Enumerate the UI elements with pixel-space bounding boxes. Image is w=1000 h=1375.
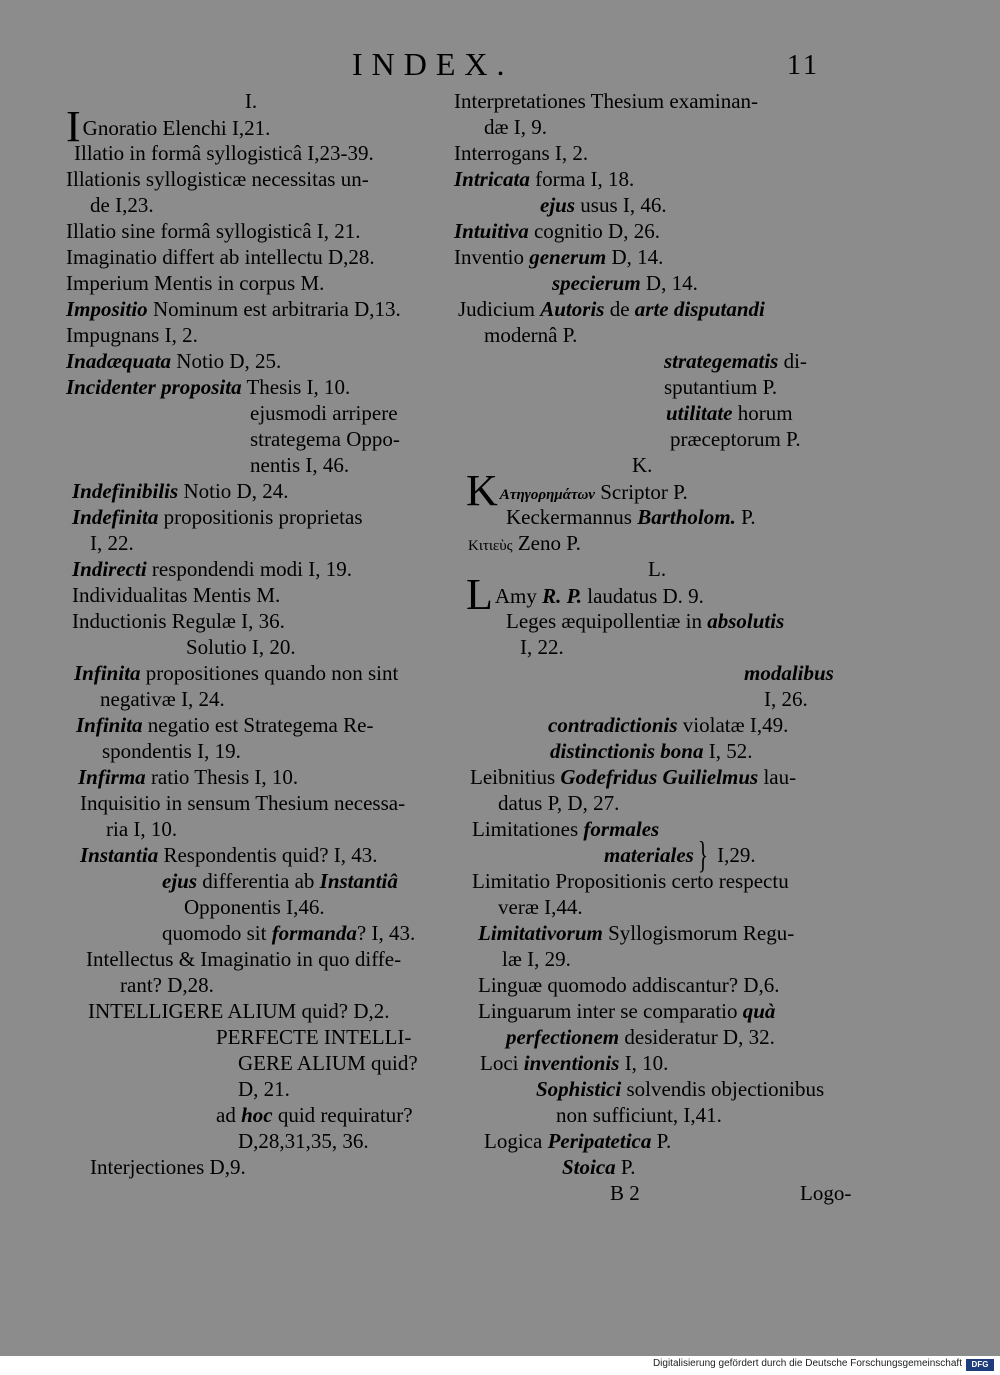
index-entry: Intellectus & Imaginatio in quo diffe- bbox=[86, 947, 402, 971]
index-entry: strategematis di- bbox=[664, 349, 807, 373]
index-entry: utilitate horum bbox=[666, 401, 793, 425]
index-entry: Judicium Autoris de arte disputandi bbox=[458, 297, 765, 321]
index-entry: læ I, 29. bbox=[502, 947, 571, 971]
index-entry: Inventio generum D, 14. bbox=[454, 245, 664, 269]
index-entry: Impositio Nominum est arbitraria D,13. bbox=[66, 297, 401, 321]
index-entry: ad hoc quid requiratur? bbox=[216, 1103, 413, 1127]
index-entry: Limitativorum Syllogismorum Regu- bbox=[478, 921, 795, 945]
index-entry: perfectionem desideratur D, 32. bbox=[506, 1025, 775, 1049]
index-entry: modernâ P. bbox=[484, 323, 578, 347]
index-entry: Loci inventionis I, 10. bbox=[480, 1051, 669, 1075]
index-entry: Linguarum inter se comparatio quà bbox=[478, 999, 776, 1023]
index-entry: specierum D, 14. bbox=[552, 271, 698, 295]
index-entry: spondentis I, 19. bbox=[102, 739, 241, 763]
index-entry: Sophistici solvendis objectionibus bbox=[536, 1077, 825, 1101]
index-entry: Imaginatio differt ab intellectu D,28. bbox=[66, 245, 375, 269]
page-header-title: INDEX. bbox=[352, 46, 514, 82]
index-entry: ejusmodi arripere bbox=[250, 401, 398, 425]
index-entry: PERFECTE INTELLI- bbox=[216, 1025, 412, 1049]
index-entry: Solutio I, 20. bbox=[186, 635, 296, 659]
index-entry: materiales } I,29. bbox=[604, 833, 756, 877]
index-entry: LAmy R. P. laudatus D. 9. bbox=[466, 570, 704, 619]
index-entry: datus P, D, 27. bbox=[498, 791, 620, 815]
index-entry: Linguæ quomodo addiscantur? D,6. bbox=[478, 973, 780, 997]
index-entry: GERE ALIUM quid? bbox=[238, 1051, 418, 1075]
index-entry: Instantia Respondentis quid? I, 43. bbox=[80, 843, 378, 867]
signature-mark: B 2 bbox=[610, 1181, 640, 1205]
index-entry: Interpretationes Thesium examinan- bbox=[454, 89, 759, 113]
index-entry: Impugnans I, 2. bbox=[66, 323, 198, 347]
right-column bbox=[454, 88, 854, 1206]
index-entry: Infirma ratio Thesis I, 10. bbox=[78, 765, 299, 789]
index-entry: quomodo sit formanda? I, 43. bbox=[162, 921, 416, 945]
section-letter-k: K. bbox=[632, 453, 653, 477]
index-entry: Stoica P. bbox=[562, 1155, 636, 1179]
index-entry: Infinita propositiones quando non sint bbox=[74, 661, 399, 685]
index-entry: præceptorum P. bbox=[670, 427, 801, 451]
index-entry: negativæ I, 24. bbox=[100, 687, 225, 711]
catchword: Logo- bbox=[800, 1181, 852, 1205]
dfg-logo: DFG bbox=[966, 1359, 994, 1371]
index-entry: Indefinibilis Notio D, 24. bbox=[72, 479, 289, 503]
index-entry: non sufficiunt, I,41. bbox=[556, 1103, 722, 1127]
index-entry: Illationis syllogisticæ necessitas un- bbox=[66, 167, 369, 191]
index-entry: sputantium P. bbox=[664, 375, 778, 399]
index-entry: Intricata forma I, 18. bbox=[454, 167, 635, 191]
index-entry: I, 22. bbox=[520, 635, 564, 659]
index-entry: Individualitas Mentis M. bbox=[72, 583, 281, 607]
index-entry: Inquisitio in sensum Thesium necessa- bbox=[80, 791, 406, 815]
funding-note: Digitalisierung gefördert durch die Deutsche Forschungsgemeinschaft bbox=[652, 1358, 962, 1369]
index-entry: Inadæquata Notio D, 25. bbox=[66, 349, 282, 373]
index-entry: Interjectiones D,9. bbox=[90, 1155, 246, 1179]
index-entry: Incidenter proposita Thesis I, 10. bbox=[66, 375, 351, 399]
index-entry: Opponentis I,46. bbox=[184, 895, 325, 919]
index-entry: D,28,31,35, 36. bbox=[238, 1129, 369, 1153]
index-entry: Inductionis Regulæ I, 36. bbox=[72, 609, 285, 633]
index-entry: contradictionis violatæ I,49. bbox=[548, 713, 789, 737]
page-number: 11 bbox=[787, 50, 820, 81]
index-entry: Limitationes formales bbox=[472, 817, 660, 841]
index-entry: strategema Oppo- bbox=[250, 427, 400, 451]
index-entry: Leges æquipollentiæ in absolutis bbox=[506, 609, 785, 633]
index-entry: Illatio sine formâ syllogisticâ I, 21. bbox=[66, 219, 361, 243]
section-letter-l: L. bbox=[648, 557, 667, 581]
index-entry: Keckermannus Bartholom. P. bbox=[506, 505, 756, 529]
index-entry: ejus differentia ab Instantiâ bbox=[162, 869, 398, 893]
index-entry: Imperium Mentis in corpus M. bbox=[66, 271, 325, 295]
digitization-footer bbox=[0, 1356, 1000, 1375]
index-entry: ria I, 10. bbox=[106, 817, 178, 841]
left-column bbox=[66, 88, 446, 1180]
index-entry: Logica Peripatetica P. bbox=[484, 1129, 672, 1153]
index-entry: distinctionis bona I, 52. bbox=[550, 739, 753, 763]
index-entry: Κιτιεὺς Zeno P. bbox=[468, 531, 581, 555]
index-entry: INTELLIGERE ALIUM quid? D,2. bbox=[88, 999, 390, 1023]
index-entry: veræ I,44. bbox=[498, 895, 583, 919]
index-entry: D, 21. bbox=[238, 1077, 290, 1101]
index-entry: Indefinita propositionis proprietas bbox=[72, 505, 363, 529]
index-entry: Indirecti respondendi modi I, 19. bbox=[72, 557, 352, 581]
index-entry: Limitatio Propositionis certo respectu bbox=[472, 869, 789, 893]
index-entry: dæ I, 9. bbox=[484, 115, 547, 139]
index-entry: Leibnitius Godefridus Guilielmus lau- bbox=[470, 765, 797, 789]
index-entry: rant? D,28. bbox=[120, 973, 214, 997]
index-entry: Illatio in formâ syllogisticâ I,23-39. bbox=[74, 141, 374, 165]
section-letter-i: I. bbox=[244, 89, 258, 113]
index-entry: I, 22. bbox=[90, 531, 134, 555]
index-entry: Infinita negatio est Strategema Re- bbox=[76, 713, 374, 737]
index-entry: ejus usus I, 46. bbox=[540, 193, 667, 217]
index-entry: Interrogans I, 2. bbox=[454, 141, 589, 165]
index-entry: I, 26. bbox=[764, 687, 808, 711]
page-footer-line bbox=[454, 1180, 854, 1206]
index-entry: K Ατηγορημάτων Scriptor P. bbox=[466, 466, 688, 515]
index-entry: IGnoratio Elenchi I,21. bbox=[66, 102, 271, 151]
index-entry: de I,23. bbox=[90, 193, 154, 217]
index-entry: modalibus bbox=[744, 661, 834, 685]
index-entry: Intuitiva cognitio D, 26. bbox=[454, 219, 660, 243]
index-entry: nentis I, 46. bbox=[250, 453, 350, 477]
